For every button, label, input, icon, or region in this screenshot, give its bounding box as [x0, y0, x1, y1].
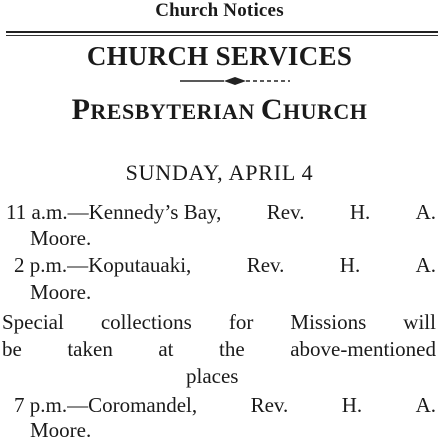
note-word: Missions: [290, 310, 367, 334]
service-time-place: 2 p.m.—Koputauaki,: [14, 253, 192, 277]
note-word: at: [158, 337, 174, 361]
service-surname: Moore.: [30, 418, 92, 441]
service-initial: H.: [349, 200, 371, 224]
note-word: taken: [67, 337, 113, 361]
service-surname: Moore.: [30, 226, 92, 250]
note-word: collections: [100, 310, 192, 334]
note-word: Special: [2, 310, 64, 334]
note-word: will: [403, 310, 436, 334]
service-initial: A.: [415, 253, 436, 277]
header-rule: [6, 31, 438, 33]
note-line: [2, 310, 436, 334]
service-line: [6, 200, 436, 224]
service-initial: A.: [415, 200, 436, 224]
church-name-part-2: HURCH: [283, 99, 368, 124]
service-initial: H.: [341, 393, 363, 417]
note-word: the: [219, 337, 245, 361]
dash-ornament: [180, 75, 290, 87]
church-name: [0, 92, 439, 130]
church-name-initial-1: P: [71, 93, 91, 126]
service-initial: H.: [339, 253, 361, 277]
service-time-place: 7 p.m.—Coromandel,: [14, 393, 198, 417]
service-rev: Rev.: [266, 200, 305, 224]
note-line: [2, 337, 436, 361]
church-name-initial-2: C: [260, 93, 284, 126]
service-initial: A.: [415, 393, 436, 417]
note-line-end: places: [186, 364, 239, 388]
service-line: [14, 393, 436, 417]
header-rule-thin: [6, 35, 438, 36]
note-word: above-mentioned: [290, 337, 436, 361]
note-word: for: [228, 310, 254, 334]
service-rev: Rev.: [250, 393, 289, 417]
headline: CHURCH SERVICES: [86, 41, 353, 71]
service-date: SUNDAY, APRIL 4: [125, 160, 314, 185]
service-rev: Rev.: [246, 253, 285, 277]
service-time-place: 11 a.m.—Kennedy’s Bay,: [6, 200, 222, 224]
service-line: [14, 253, 436, 277]
service-surname: Moore.: [30, 280, 92, 304]
note-word: be: [2, 337, 22, 361]
church-name-part-1: RESBYTERIAN: [90, 99, 261, 124]
section-header: Church Notices: [155, 0, 284, 21]
